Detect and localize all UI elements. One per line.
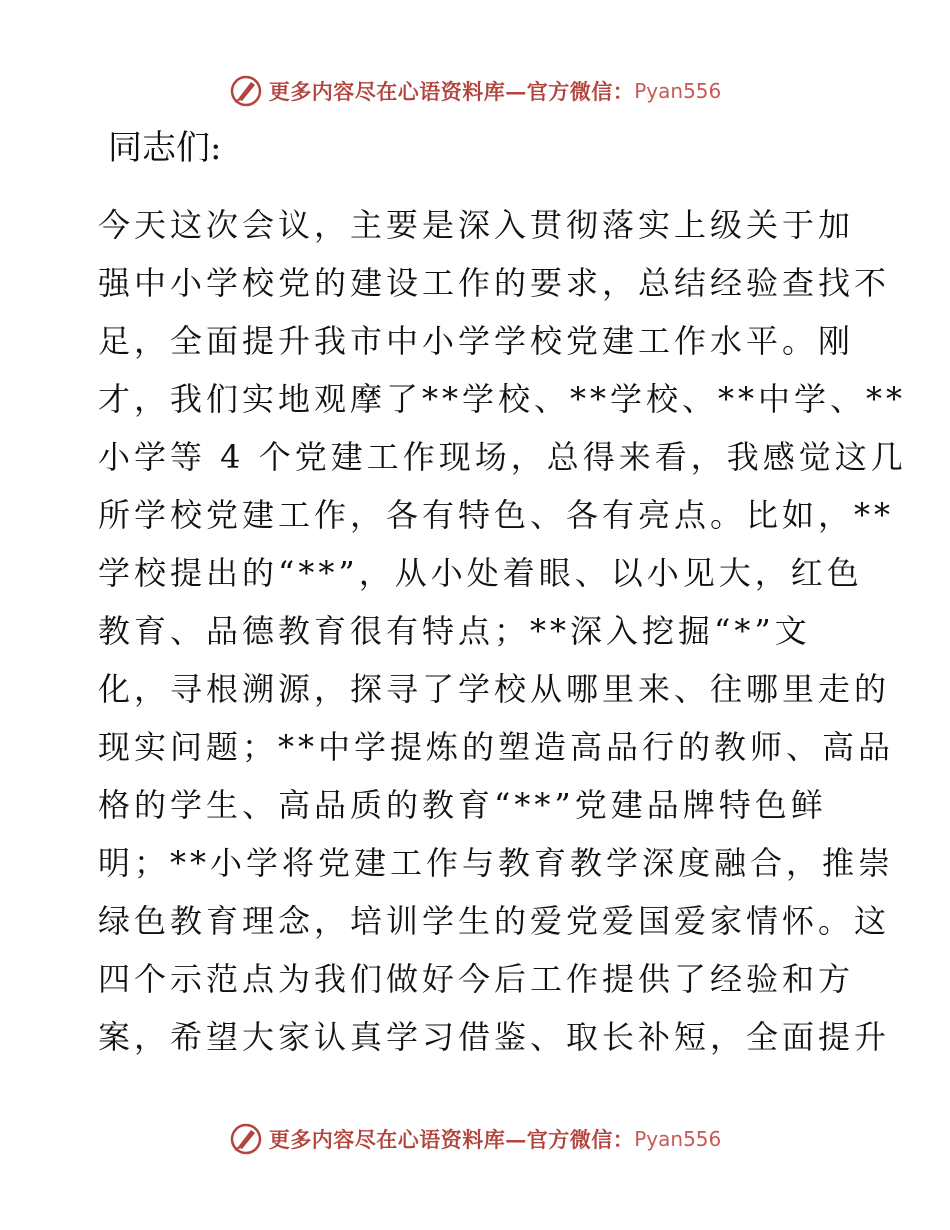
text-line: 四个示范点为我们做好今后工作提供了经验和方 bbox=[98, 960, 855, 998]
text-line: 足，全面提升我市中小学学校党建工作水平。刚 bbox=[98, 322, 855, 360]
watermark-text: 更多内容尽在心语资料库—官方微信： bbox=[268, 79, 635, 104]
greeting: 同志们: bbox=[108, 128, 222, 168]
text-line: 明；**小学将党建工作与教育教学深度融合，推崇 bbox=[98, 844, 895, 882]
watermark-account: Pyan556 bbox=[634, 79, 722, 103]
text-line: 强中小学校党的建设工作的要求，总结经验查找不 bbox=[98, 264, 891, 302]
header-watermark bbox=[0, 71, 950, 111]
text-line: 所学校党建工作，各有特色、各有亮点。比如，** bbox=[98, 496, 895, 534]
document-body bbox=[98, 124, 907, 1066]
quill-pen-logo-icon bbox=[229, 74, 263, 108]
text-line: 小学等 4 个党建工作现场，总得来看，我感觉这几 bbox=[98, 438, 907, 476]
watermark-text: 更多内容尽在心语资料库—官方微信： bbox=[268, 1127, 635, 1152]
text-line: 绿色教育理念，培训学生的爱党爱国爱家情怀。这 bbox=[98, 902, 891, 940]
text-line: 案，希望大家认真学习借鉴、取长补短，全面提升 bbox=[98, 1018, 891, 1056]
footer-watermark bbox=[0, 1119, 950, 1159]
text-line: 格的学生、高品质的教育“**”党建品牌特色鲜 bbox=[98, 786, 827, 824]
text-line: 教育、品德教育很有特点；**深入挖掘“*”文 bbox=[98, 612, 811, 650]
text-line: 今天这次会议，主要是深入贯彻落实上级关于加 bbox=[98, 206, 855, 244]
text-line: 现实问题；**中学提炼的塑造高品行的教师、高品 bbox=[98, 728, 895, 766]
quill-pen-logo-icon bbox=[229, 1122, 263, 1156]
text-line: 才，我们实地观摩了**学校、**学校、**中学、** bbox=[98, 380, 907, 418]
text-line: 学校提出的“**”，从小处着眼、以小见大，红色 bbox=[98, 554, 863, 592]
paragraph bbox=[98, 196, 907, 1066]
watermark-account: Pyan556 bbox=[634, 1127, 722, 1151]
text-line: 化，寻根溯源，探寻了学校从哪里来、往哪里走的 bbox=[98, 670, 891, 708]
